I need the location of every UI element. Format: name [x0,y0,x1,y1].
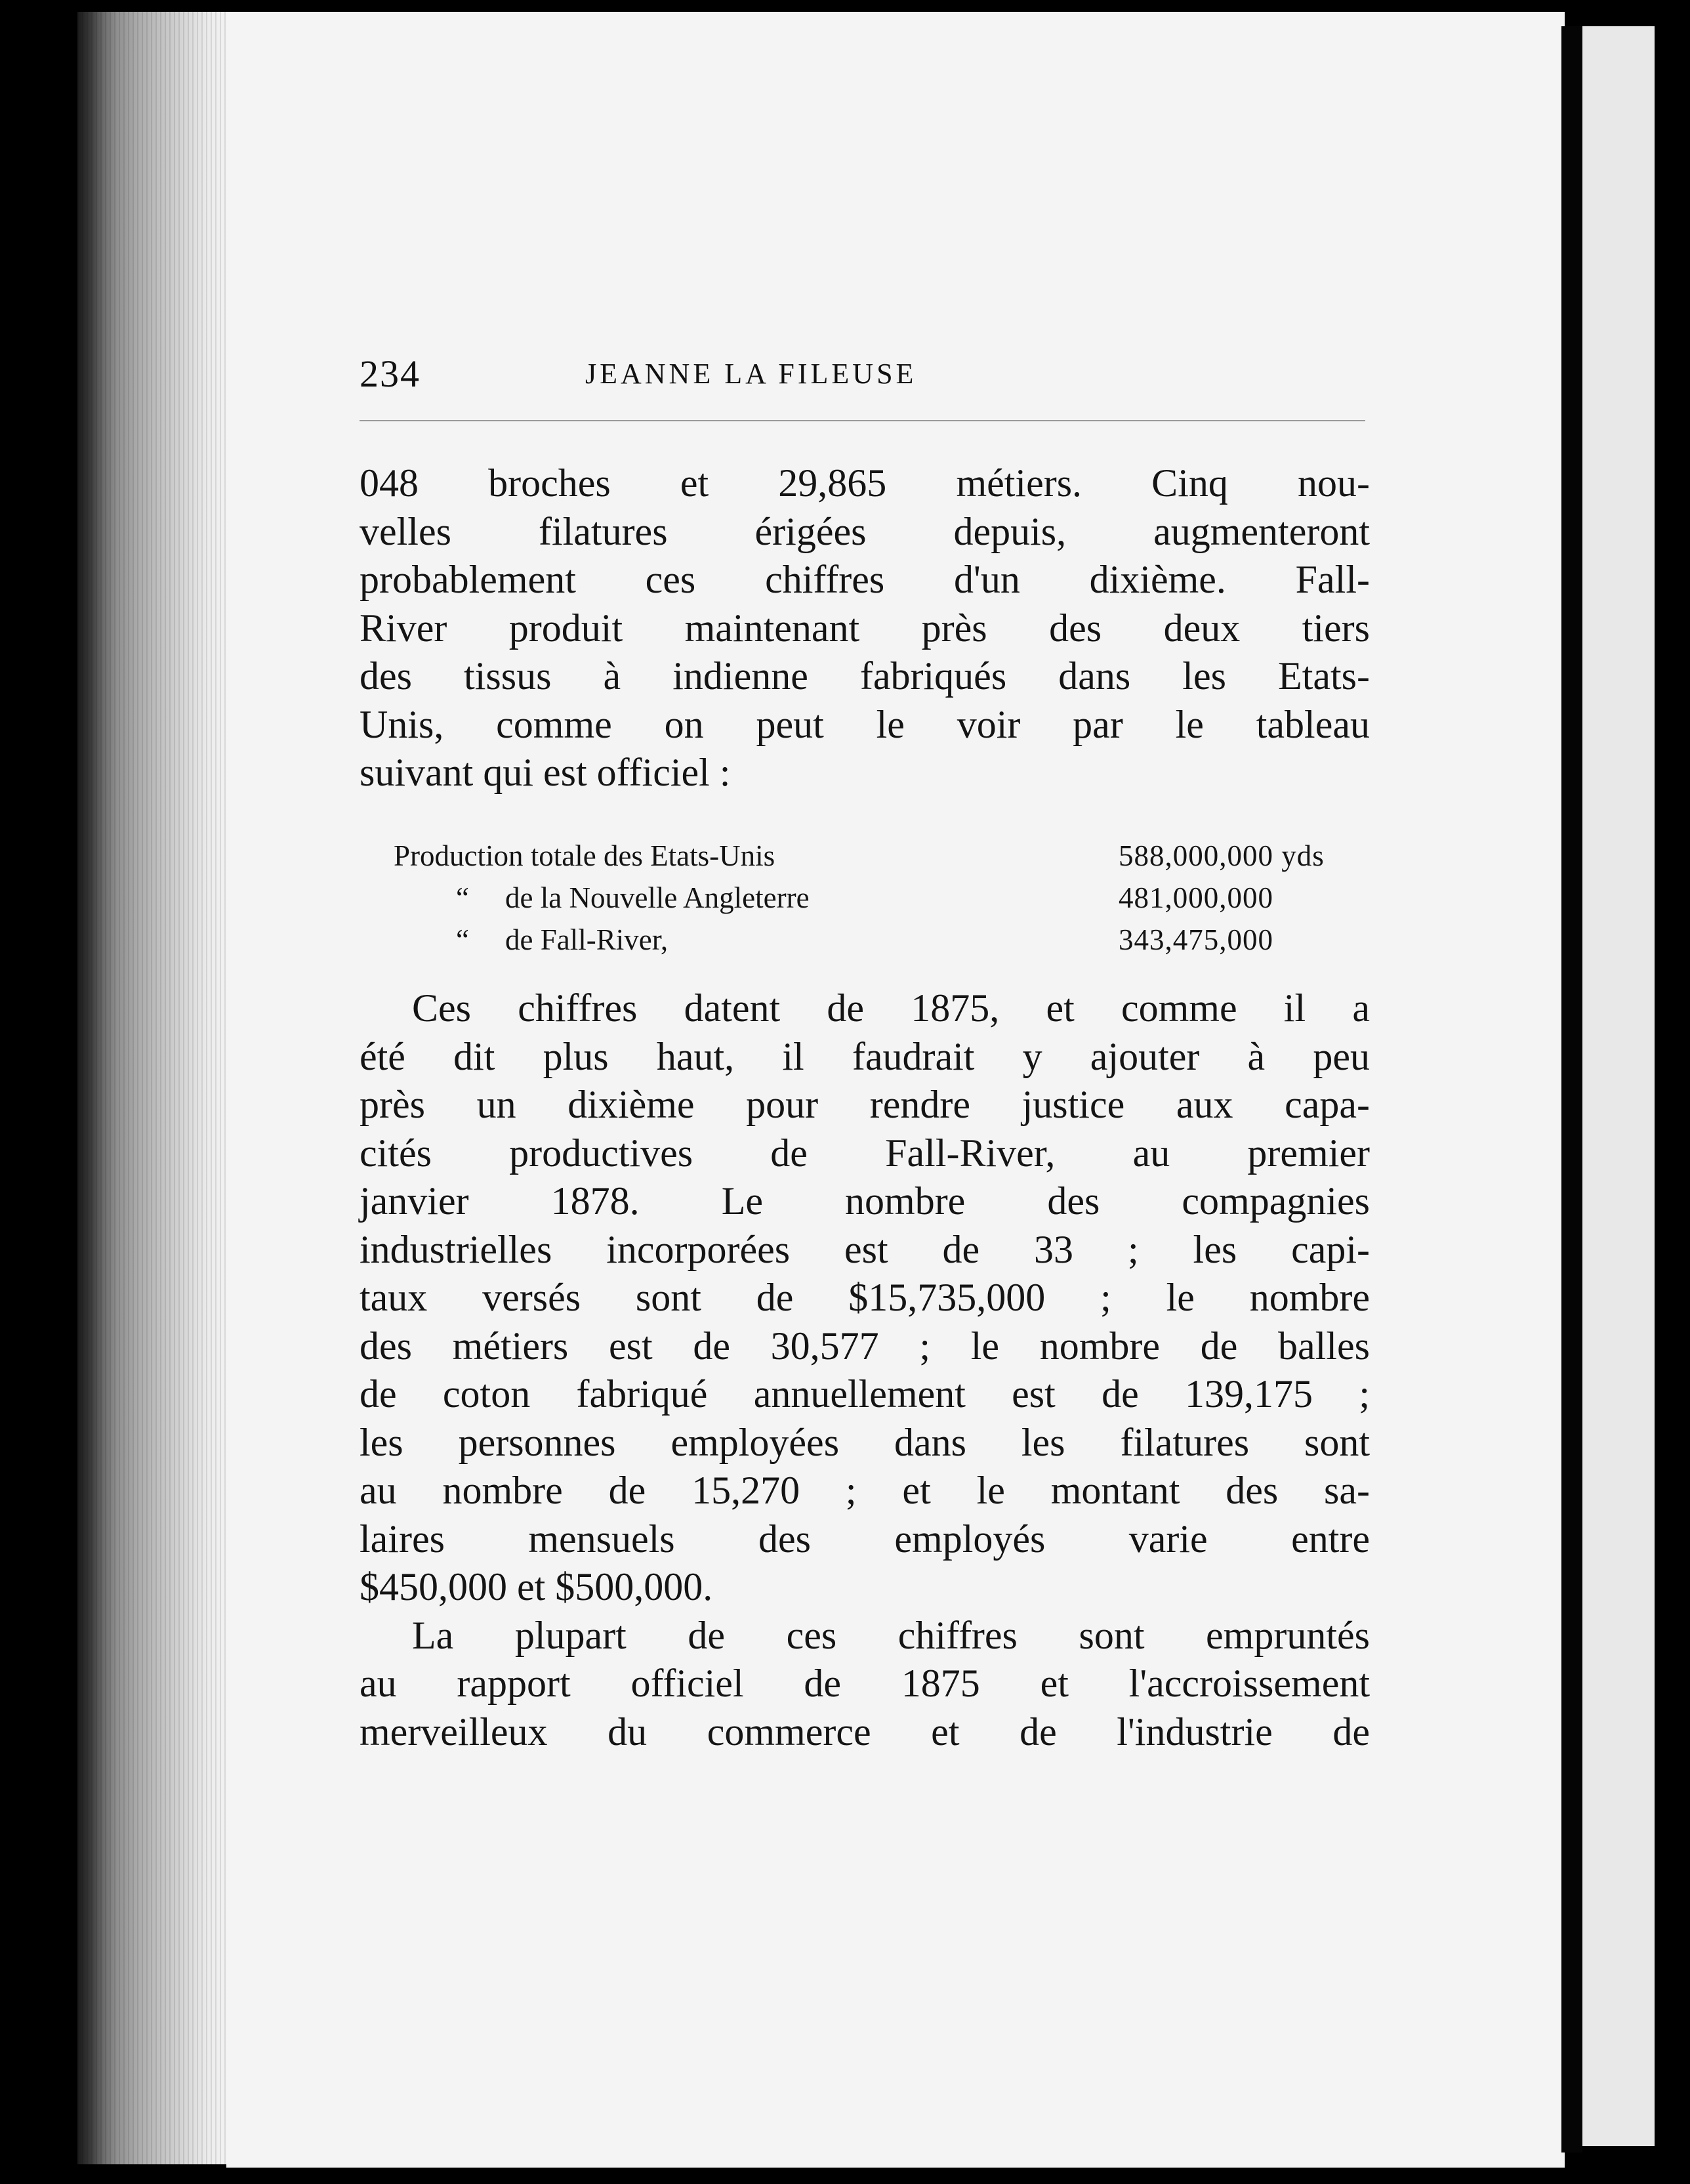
text-line: River produit maintenant près des deux tiers [360,606,1370,650]
text-line: Ces chiffres datent de 1875, et comme il a [412,986,1370,1030]
table-row-value: 343,475,000 [1119,923,1273,956]
text-line: des tissus à indienne fabriqués dans les Etats- [360,654,1370,698]
page-block-edges [77,12,230,2164]
page-number: 234 [360,352,421,395]
production-table [394,835,1365,961]
text-line: près un dixième pour rendre justice aux capa- [360,1083,1370,1126]
text-line: 048 broches et 29,865 métiers. Cinq nou- [360,461,1370,505]
text-line: les personnes employées dans les filatures sont [360,1420,1370,1464]
table-row-label: Production totale des Etats-Unis [394,839,775,872]
ditto-mark: “ [456,923,469,956]
text-line: suivant qui est officiel : [360,751,731,794]
text-line: de coton fabriqué annuellement est de 139,175 ; [360,1372,1370,1416]
text-line: industrielles incorporées est de 33 ; les capi- [360,1227,1370,1271]
text-line: au rapport officiel de 1875 et l'accroissement [360,1662,1370,1705]
table-row-label: de la Nouvelle Angleterre [505,881,810,914]
table-row-value: 588,000,000 yds [1119,839,1325,872]
table-row [394,877,1365,919]
facing-page-edge [1582,26,1655,2146]
text-line: janvier 1878. Le nombre des compagnies [360,1179,1370,1223]
paragraph-2 [360,984,1370,1756]
text-line: merveilleux du commerce et de l'industrie de [360,1710,1370,1754]
table-row [394,835,1365,877]
text-line: taux versés sont de $15,735,000 ; le nombre [360,1276,1370,1319]
text-line: La plupart de ces chiffres sont empruntés [412,1613,1370,1657]
paragraph-1 [360,459,1370,797]
running-head [0,352,1690,404]
text-line: velles filatures érigées depuis, augmenteront [360,509,1370,553]
text-line: cités productives de Fall-River, au premier [360,1131,1370,1175]
text-line: été dit plus haut, il faudrait y ajouter à peu [360,1034,1370,1078]
text-line: $450,000 et $500,000. [360,1565,713,1608]
table-row [394,919,1365,961]
text-line: au nombre de 15,270 ; et le montant des sa- [360,1469,1370,1512]
running-head-title: JEANNE LA FILEUSE [585,358,917,390]
text-line: laires mensuels des employés varie entre [360,1517,1370,1561]
ditto-mark: “ [456,881,469,914]
header-rule [360,420,1365,421]
binding-gutter [1561,26,1582,2152]
text-line: des métiers est de 30,577 ; le nombre de balles [360,1324,1370,1368]
text-line: Unis, comme on peut le voir par le tableau [360,702,1370,746]
text-line: probablement ces chiffres d'un dixième. Fall- [360,558,1370,601]
table-row-label: de Fall-River, [505,923,669,956]
table-row-value: 481,000,000 [1119,881,1273,914]
